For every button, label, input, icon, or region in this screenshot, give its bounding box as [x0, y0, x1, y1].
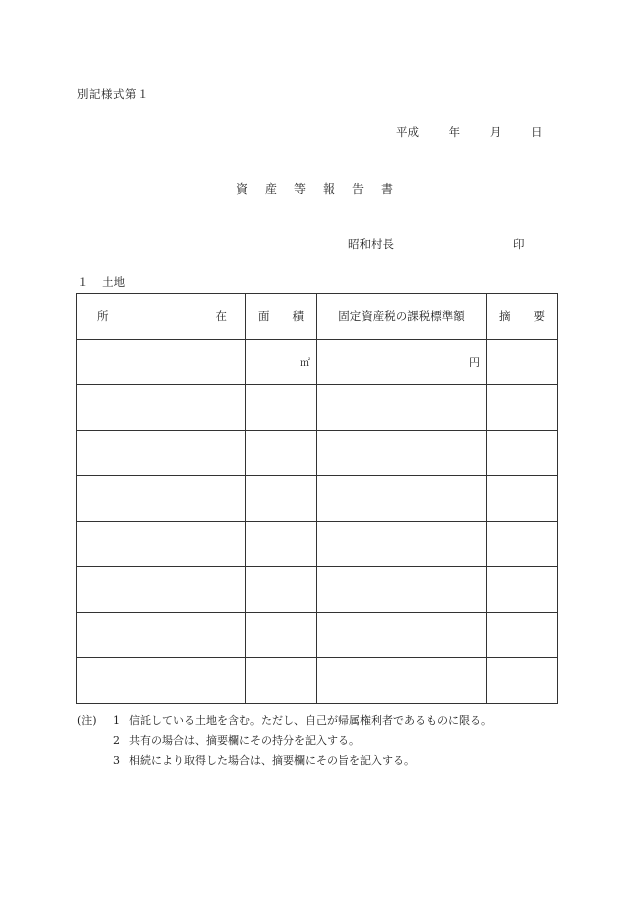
- header-notes: [487, 294, 558, 340]
- section-title: 土地: [102, 275, 126, 289]
- addressee: 昭和村長: [348, 237, 394, 251]
- table-row: [77, 430, 558, 476]
- notes-cell[interactable]: [487, 385, 558, 431]
- header-location-right: 在: [215, 309, 227, 324]
- tax-base-cell[interactable]: [317, 476, 487, 522]
- table-header-row: [77, 294, 558, 340]
- footnote-text: 信託している土地を含む。ただし、自己が帰属権利者であるものに限る。: [129, 714, 492, 727]
- date-year-label: 年: [448, 125, 461, 139]
- seal-mark: 印: [513, 237, 525, 251]
- header-location: [77, 294, 246, 340]
- table-row: [77, 521, 558, 567]
- footnote-number: 2: [113, 734, 120, 747]
- tax-base-cell[interactable]: [317, 385, 487, 431]
- footnote-text: 相続により取得した場合は、摘要欄にその旨を記入する。: [129, 754, 415, 767]
- area-cell[interactable]: [246, 385, 317, 431]
- footnote-number: 1: [113, 714, 120, 727]
- location-cell[interactable]: [77, 612, 246, 658]
- table-row: [77, 476, 558, 522]
- area-cell[interactable]: [246, 658, 317, 704]
- tax-base-cell[interactable]: [317, 658, 487, 704]
- tax-base-cell[interactable]: [317, 339, 487, 385]
- notes-cell[interactable]: [487, 521, 558, 567]
- location-cell[interactable]: [77, 521, 246, 567]
- date-day-label: 日: [530, 125, 543, 139]
- header-notes-right: 要: [533, 309, 545, 324]
- document-title: 資産等報告書: [236, 182, 411, 196]
- area-cell[interactable]: [246, 339, 317, 385]
- footnote-item: [77, 751, 492, 771]
- tax-base-cell[interactable]: [317, 612, 487, 658]
- area-cell[interactable]: [246, 430, 317, 476]
- location-cell[interactable]: [77, 430, 246, 476]
- notes-cell[interactable]: [487, 430, 558, 476]
- area-cell[interactable]: [246, 567, 317, 613]
- area-cell[interactable]: [246, 476, 317, 522]
- amount-unit: 円: [469, 355, 480, 369]
- date-line: [396, 124, 542, 140]
- area-cell[interactable]: [246, 612, 317, 658]
- tax-base-cell[interactable]: [317, 567, 487, 613]
- location-cell[interactable]: [77, 339, 246, 385]
- tax-base-cell[interactable]: [317, 521, 487, 567]
- location-cell[interactable]: [77, 476, 246, 522]
- location-cell[interactable]: [77, 385, 246, 431]
- header-area-right: 積: [292, 309, 304, 324]
- location-cell[interactable]: [77, 658, 246, 704]
- footnote-item: [77, 711, 492, 731]
- location-cell[interactable]: [77, 567, 246, 613]
- date-era: 平成: [396, 125, 419, 139]
- area-cell[interactable]: [246, 521, 317, 567]
- table-row: [77, 567, 558, 613]
- footnotes: [77, 711, 492, 771]
- area-unit: ㎡: [300, 358, 310, 370]
- tax-base-cell[interactable]: [317, 430, 487, 476]
- notes-cell[interactable]: [487, 612, 558, 658]
- notes-cell[interactable]: [487, 339, 558, 385]
- header-notes-left: 摘: [499, 309, 511, 324]
- footnote-number: 3: [113, 754, 120, 767]
- notes-cell[interactable]: [487, 658, 558, 704]
- footnote-text: 共有の場合は、摘要欄にその持分を記入する。: [129, 734, 360, 747]
- header-tax-base: 固定資産税の課税標準額: [317, 294, 487, 340]
- header-area-left: 面: [258, 309, 270, 324]
- notes-cell[interactable]: [487, 476, 558, 522]
- table-row: [77, 658, 558, 704]
- section-heading: [77, 274, 125, 290]
- form-label: 別記様式第１: [77, 87, 149, 101]
- notes-cell[interactable]: [487, 567, 558, 613]
- table-row: [77, 339, 558, 385]
- land-table: [76, 293, 558, 704]
- section-number: １: [77, 275, 89, 289]
- header-location-left: 所: [97, 309, 109, 324]
- table-row: [77, 612, 558, 658]
- header-area: [246, 294, 317, 340]
- table-row: [77, 385, 558, 431]
- footnote-item: [77, 731, 492, 751]
- date-month-label: 月: [489, 125, 502, 139]
- footnote-prefix: (注): [77, 714, 97, 727]
